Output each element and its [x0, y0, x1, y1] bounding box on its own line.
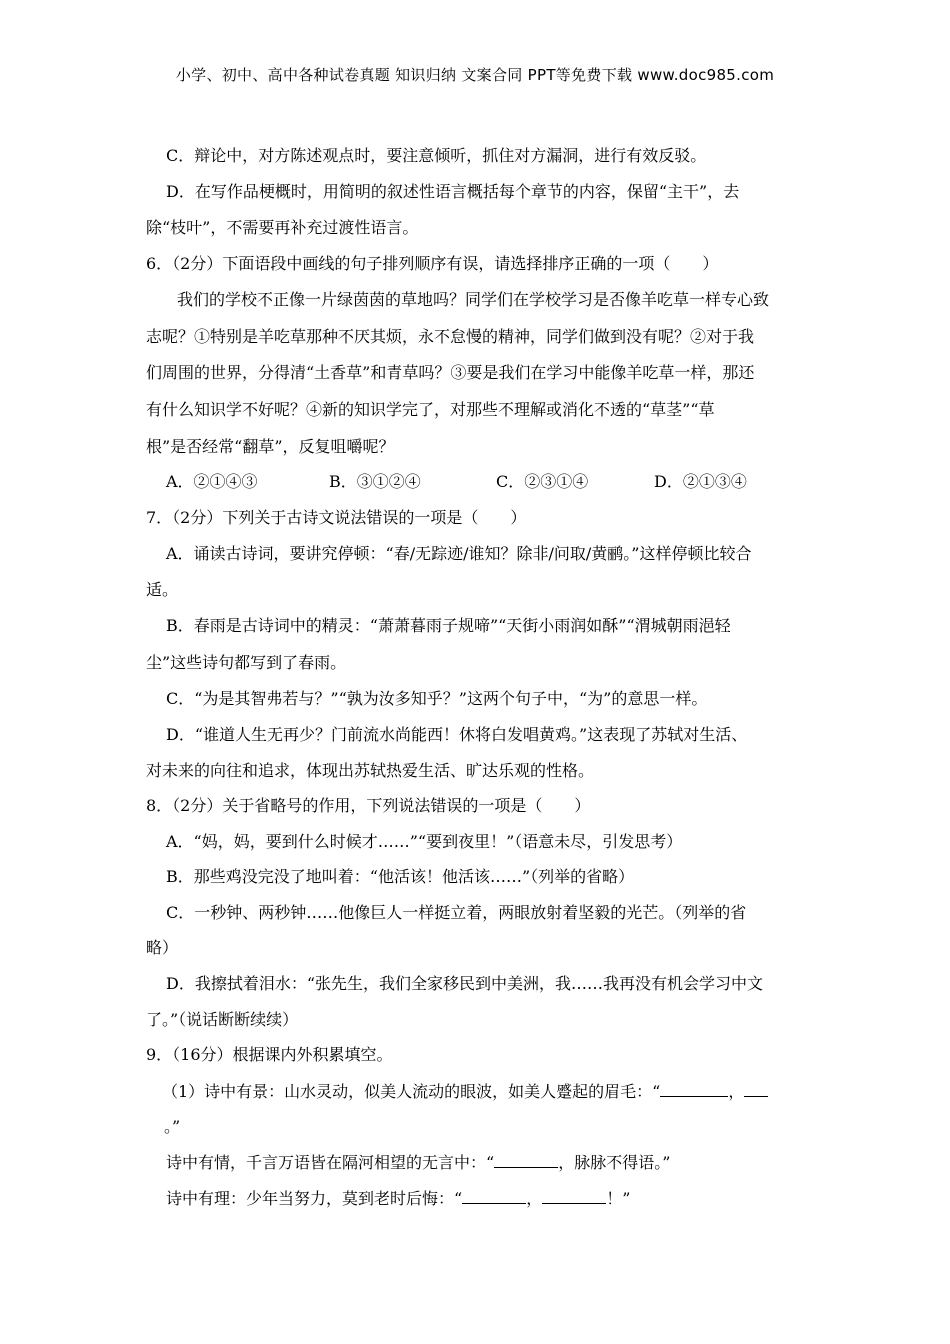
q6-passage-line5: 根”是否经常“翻草”，反复咀嚼呢？	[146, 437, 395, 456]
q9-sub1-comma: ，	[728, 1082, 745, 1101]
q6-passage-line1: 我们的学校不正像一片绿茵茵的草地吗？同学们在学校学习是否像羊吃草一样专心致	[177, 290, 770, 309]
answer-blank[interactable]	[494, 1153, 558, 1168]
q7-option-a-line1: A．诵读古诗词，要讲究停顿：“春/无踪迹/谁知？除非/问取/黄鹂。”这样停顿比较合	[166, 544, 752, 563]
q6-stem: 6．（2分）下面语段中画线的句子排列顺序有误，请选择排序正确的一项（ ）	[146, 254, 719, 273]
q6-options	[166, 470, 806, 494]
q9-sub1-line2: 。”	[164, 1117, 181, 1136]
q7-option-b-line2: 尘”这些诗句都写到了春雨。	[146, 653, 347, 672]
q8-option-d-line1: D．我擦拭着泪水：“张先生，我们全家移民到中美洲，我……我再没有机会学习中文	[166, 974, 764, 993]
answer-blank[interactable]	[542, 1189, 606, 1204]
q5-option-c: C．辩论中，对方陈述观点时，要注意倾听，抓住对方漏洞，进行有效反驳。	[166, 146, 707, 165]
q9-stem: 9．（16分）根据课内外积累填空。	[146, 1045, 393, 1064]
q5-option-d-line1: D．在写作品梗概时，用简明的叙述性语言概括每个章节的内容，保留“主干”，去	[166, 182, 740, 201]
q8-option-d-line2: 了。”（说话断断续续）	[146, 1010, 299, 1029]
q9-sub2-suffix: ，脉脉不得语。”	[558, 1153, 671, 1172]
q6-option-b: B．③①②④	[329, 472, 421, 491]
q7-option-d-line2: 对未来的向往和追求，体现出苏轼热爱生活、旷达乐观的性格。	[146, 761, 595, 780]
q9-sub2	[166, 1151, 670, 1175]
q7-stem: 7．（2分）下列关于古诗文说法错误的一项是（ ）	[146, 508, 527, 527]
q7-option-c: C．“为是其智弗若与？”“孰为汝多知乎？”这两个句子中，“为”的意思一样。	[166, 689, 708, 708]
q8-option-a: A．“妈，妈，要到什么时候才……”“要到夜里！”（语意未尽，引发思考）	[166, 832, 683, 851]
q8-option-c-line1: C．一秒钟、两秒钟……他像巨人一样挺立着，两眼放射着坚毅的光芒。（列举的省	[166, 903, 747, 922]
q7-option-d-line1: D．“谁道人生无再少？门前流水尚能西！休将白发唱黄鸡。”这表现了苏轼对生活、	[166, 725, 748, 744]
answer-blank[interactable]	[660, 1082, 728, 1097]
q8-stem: 8．（2分）关于省略号的作用，下列说法错误的一项是（ ）	[146, 796, 591, 815]
q9-sub1-line1	[162, 1080, 768, 1104]
q7-option-a-line2: 适。	[146, 580, 179, 599]
answer-blank[interactable]	[462, 1189, 526, 1204]
q6-option-d: D．②①③④	[654, 472, 747, 491]
q9-sub2-prefix: 诗中有情，千言万语皆在隔河相望的无言中：“	[166, 1153, 495, 1172]
q6-option-a: A．②①④③	[166, 472, 258, 491]
q9-sub3-comma: ，	[526, 1189, 543, 1208]
q9-sub3-suffix: ！”	[606, 1189, 631, 1208]
q8-option-b: B．那些鸡没完没了地叫着：“他活该！他活该……”（列举的省略）	[166, 867, 635, 886]
q9-sub3	[166, 1187, 630, 1211]
answer-blank[interactable]	[744, 1082, 768, 1097]
q6-passage-line2: 志呢？①特别是羊吃草那种不厌其烦，永不怠慢的精神，同学们做到没有呢？②对于我	[146, 327, 755, 346]
q6-passage-line4: 有什么知识学不好呢？④新的知识学完了，对那些不理解或消化不透的“草茎”“草	[146, 400, 715, 419]
page-header: 小学、初中、高中各种试卷真题 知识归纳 文案合同 PPT等免费下载 www.doc985.com	[175, 66, 775, 84]
q9-sub1-prefix: （1）诗中有景：山水灵动，似美人流动的眼波，如美人蹙起的眉毛：“	[162, 1082, 661, 1101]
q9-sub3-prefix: 诗中有理：少年当努力，莫到老时后悔：“	[166, 1189, 463, 1208]
q6-option-c: C．②③①④	[496, 472, 589, 491]
q8-option-c-line2: 略）	[146, 938, 179, 957]
q7-option-b-line1: B．春雨是古诗词中的精灵：“萧萧暮雨子规啼”“天街小雨润如酥”“渭城朝雨浥轻	[166, 616, 731, 635]
q5-option-d-line2: 除“枝叶”，不需要再补充过渡性语言。	[146, 218, 419, 237]
q6-passage-line3: 们周围的世界，分得清“土香草”和青草吗？③要是我们在学习中能像羊吃草一样，那还	[146, 363, 755, 382]
